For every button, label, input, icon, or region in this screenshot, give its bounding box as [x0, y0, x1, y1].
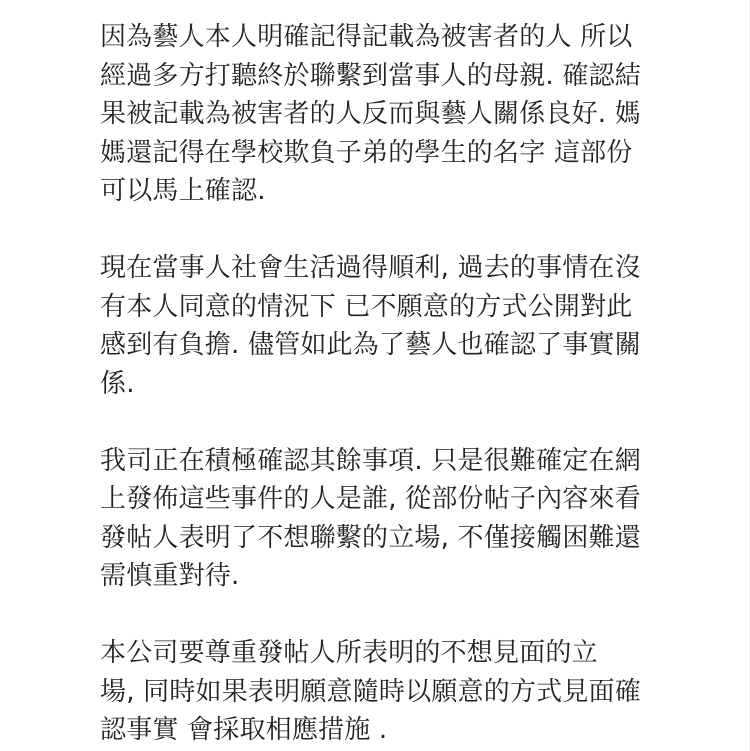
text-line: 需慎重對待.	[100, 561, 240, 591]
text-line: 因為藝人本人明確記得記載為被害者的人 所以	[100, 22, 633, 52]
paragraph-2	[100, 249, 660, 403]
text-line: 發帖人表明了不想聯繫的立場, 不僅接觸困難還	[100, 522, 641, 553]
paragraph-3	[100, 442, 660, 596]
paragraph-spacer	[100, 403, 660, 442]
text-line: 認事實 會採取相應措施 .	[100, 715, 388, 745]
text-line: 媽還記得在學校欺負子弟的學生的名字 這部份	[100, 137, 633, 168]
text-line: 我司正在積極確認其餘事項. 只是很難確定在網	[100, 445, 641, 476]
text-line: 經過多方打聽終於聯繫到當事人的母親. 確認結	[100, 60, 641, 91]
text-line: 果被記載為被害者的人反而與藝人關係良好. 媽	[100, 99, 641, 129]
text-line: 有本人同意的情況下 已不願意的方式公開對此	[100, 291, 633, 322]
paragraph-spacer	[100, 211, 660, 250]
statement-text	[100, 18, 660, 750]
paragraph-spacer	[100, 596, 660, 635]
text-line: 係.	[100, 368, 135, 399]
paragraph-1	[100, 18, 660, 211]
text-line: 本公司要尊重發帖人所表明的不想見面的立	[100, 638, 598, 668]
text-line: 感到有負擔. 儘管如此為了藝人也確認了事實關	[100, 330, 641, 360]
paragraph-4	[100, 634, 660, 750]
text-line: 可以馬上確認.	[100, 176, 266, 206]
text-line: 上發佈這些事件的人是誰, 從部份帖子內容來看	[100, 484, 641, 514]
text-line: 現在當事人社會生活過得順利, 過去的事情在沒	[100, 253, 641, 283]
text-line: 場, 同時如果表明願意隨時以願意的方式見面確	[100, 676, 641, 707]
